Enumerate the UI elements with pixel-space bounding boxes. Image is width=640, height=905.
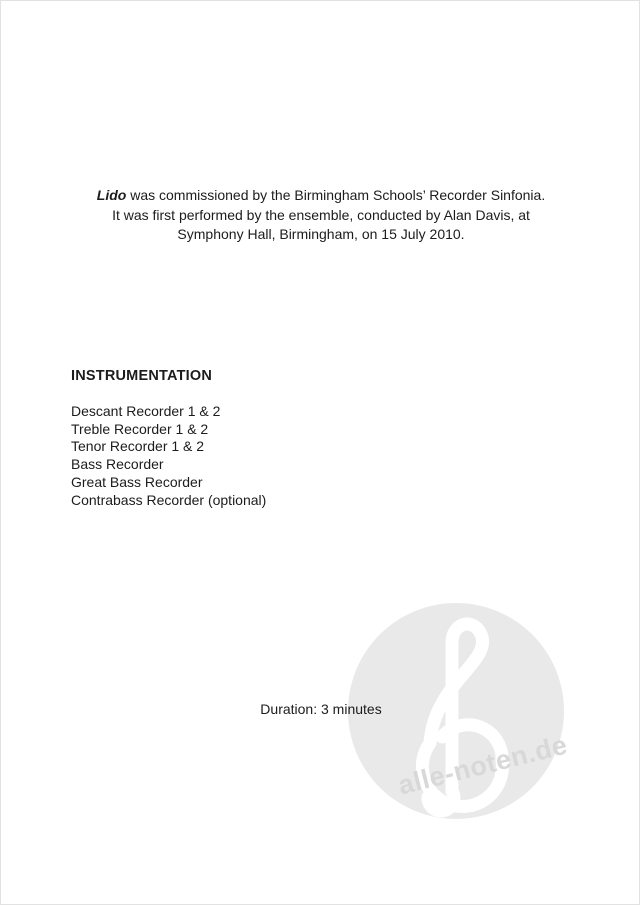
watermark-site-text: alle-noten.de	[395, 729, 571, 801]
commission-line-2: It was first performed by the ensemble, conducted by Alan Davis, at	[112, 206, 530, 223]
instrument-item: Bass Recorder	[71, 456, 164, 473]
instrument-item: Tenor Recorder 1 & 2	[71, 438, 205, 455]
commission-line-1	[1, 186, 640, 206]
commission-note	[1, 186, 640, 245]
instrumentation-heading: INSTRUMENTATION	[71, 368, 213, 384]
commission-line-3: Symphony Hall, Birmingham, on 15 July 2010.	[177, 226, 465, 242]
instrument-item: Great Bass Recorder	[71, 473, 203, 490]
instrument-item: Descant Recorder 1 & 2	[71, 403, 221, 419]
work-title: Lido	[96, 187, 127, 203]
instrument-item: Contrabass Recorder (optional)	[71, 491, 267, 508]
instrumentation-list	[71, 403, 266, 509]
commission-line-1-text: was commissioned by the Birmingham Schools’ Recorder Sinfonia.	[126, 187, 546, 203]
instrument-item: Treble Recorder 1 & 2	[71, 420, 209, 437]
duration-text: Duration: 3 minutes	[260, 701, 382, 717]
